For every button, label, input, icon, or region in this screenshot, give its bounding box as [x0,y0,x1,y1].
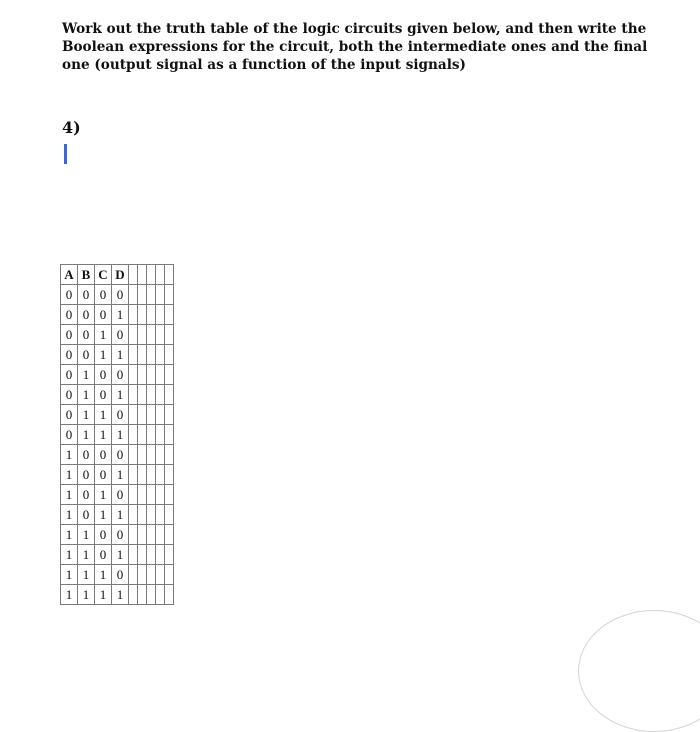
cell-b: 1 [78,565,95,585]
cell-c: 1 [95,505,112,525]
empty-answer-cell[interactable] [147,345,156,365]
empty-answer-cell[interactable] [138,565,147,585]
empty-answer-cell[interactable] [156,385,165,405]
corner-decoration [578,610,700,732]
empty-answer-cell[interactable] [147,385,156,405]
header-c: C [95,265,112,285]
truth-table-body [61,285,174,605]
empty-answer-cell[interactable] [156,425,165,445]
empty-header-cell[interactable] [129,265,138,285]
empty-answer-cell[interactable] [165,405,174,425]
empty-answer-cell[interactable] [165,305,174,325]
table-row [61,505,174,525]
empty-header-cell[interactable] [156,265,165,285]
cell-b: 0 [78,305,95,325]
cell-c: 1 [95,425,112,445]
empty-answer-cell[interactable] [156,565,165,585]
empty-answer-cell[interactable] [129,445,138,465]
cell-a: 0 [61,285,78,305]
empty-answer-cell[interactable] [156,325,165,345]
table-row [61,465,174,485]
empty-answer-cell[interactable] [165,505,174,525]
empty-answer-cell[interactable] [129,465,138,485]
cell-d: 1 [112,465,129,485]
cell-d: 1 [112,425,129,445]
cell-a: 0 [61,325,78,345]
empty-answer-cell[interactable] [165,345,174,365]
empty-answer-cell[interactable] [156,405,165,425]
empty-answer-cell[interactable] [156,485,165,505]
empty-answer-cell[interactable] [165,545,174,565]
text-cursor[interactable] [64,144,67,164]
cell-c: 1 [95,345,112,365]
cell-c: 1 [95,325,112,345]
cell-c: 1 [95,585,112,605]
cell-c: 0 [95,525,112,545]
empty-answer-cell[interactable] [147,285,156,305]
cell-c: 0 [95,545,112,565]
empty-answer-cell[interactable] [147,405,156,425]
cell-b: 0 [78,445,95,465]
empty-answer-cell[interactable] [147,565,156,585]
cell-c: 0 [95,445,112,465]
table-row [61,485,174,505]
empty-answer-cell[interactable] [138,505,147,525]
table-row [61,585,174,605]
empty-answer-cell[interactable] [147,525,156,545]
table-row [61,405,174,425]
empty-answer-cell[interactable] [165,385,174,405]
empty-answer-cell[interactable] [129,565,138,585]
empty-answer-cell[interactable] [156,345,165,365]
empty-answer-cell[interactable] [147,505,156,525]
empty-header-cell[interactable] [138,265,147,285]
empty-answer-cell[interactable] [156,525,165,545]
cell-b: 1 [78,545,95,565]
empty-answer-cell[interactable] [129,505,138,525]
cell-d: 0 [112,325,129,345]
table-row [61,425,174,445]
cell-a: 0 [61,405,78,425]
empty-answer-cell[interactable] [165,425,174,445]
cell-d: 0 [112,285,129,305]
cell-b: 0 [78,505,95,525]
cell-d: 0 [112,405,129,425]
cell-d: 0 [112,365,129,385]
empty-answer-cell[interactable] [156,465,165,485]
cell-a: 1 [61,445,78,465]
table-row [61,385,174,405]
table-row [61,545,174,565]
problem-number: 4) [62,118,81,137]
cell-c: 0 [95,365,112,385]
empty-header-cell[interactable] [165,265,174,285]
table-row [61,445,174,465]
empty-answer-cell[interactable] [147,305,156,325]
cell-b: 1 [78,405,95,425]
empty-answer-cell[interactable] [156,445,165,465]
cell-a: 1 [61,525,78,545]
table-row [61,285,174,305]
empty-answer-cell[interactable] [138,285,147,305]
empty-answer-cell[interactable] [138,485,147,505]
empty-answer-cell[interactable] [147,325,156,345]
empty-answer-cell[interactable] [165,465,174,485]
empty-answer-cell[interactable] [165,565,174,585]
table-row [61,525,174,545]
empty-answer-cell[interactable] [165,445,174,465]
cell-b: 0 [78,485,95,505]
empty-answer-cell[interactable] [147,365,156,385]
cell-b: 0 [78,285,95,305]
empty-answer-cell[interactable] [129,385,138,405]
cell-c: 0 [95,385,112,405]
empty-answer-cell[interactable] [165,325,174,345]
empty-answer-cell[interactable] [165,285,174,305]
cell-d: 1 [112,585,129,605]
cell-b: 1 [78,585,95,605]
cell-a: 1 [61,485,78,505]
empty-answer-cell[interactable] [138,585,147,605]
cell-d: 1 [112,505,129,525]
empty-answer-cell[interactable] [156,305,165,325]
cell-c: 1 [95,405,112,425]
cell-b: 1 [78,385,95,405]
cell-b: 0 [78,325,95,345]
empty-answer-cell[interactable] [129,425,138,445]
table-row [61,305,174,325]
cell-a: 1 [61,505,78,525]
cell-a: 0 [61,425,78,445]
empty-answer-cell[interactable] [147,545,156,565]
cell-d: 0 [112,525,129,545]
cell-d: 0 [112,445,129,465]
empty-answer-cell[interactable] [156,545,165,565]
header-b: B [78,265,95,285]
empty-answer-cell[interactable] [165,585,174,605]
empty-answer-cell[interactable] [129,485,138,505]
truth-table-header-row [61,265,174,285]
empty-answer-cell[interactable] [165,485,174,505]
cell-c: 0 [95,285,112,305]
empty-answer-cell[interactable] [138,305,147,325]
empty-answer-cell[interactable] [129,325,138,345]
empty-answer-cell[interactable] [156,585,165,605]
cell-d: 0 [112,485,129,505]
empty-answer-cell[interactable] [138,525,147,545]
instructions [62,20,662,74]
empty-answer-cell[interactable] [138,365,147,385]
table-row [61,325,174,345]
table-row [61,565,174,585]
truth-table [60,264,174,605]
empty-answer-cell[interactable] [138,345,147,365]
cell-a: 1 [61,465,78,485]
empty-answer-cell[interactable] [147,465,156,485]
empty-answer-cell[interactable] [138,425,147,445]
instructions-line-2: Boolean expressions for the circuit, both the intermediate ones and the final [62,39,648,55]
header-a: A [61,265,78,285]
empty-answer-cell[interactable] [129,365,138,385]
empty-answer-cell[interactable] [147,485,156,505]
instructions-line-3: one (output signal as a function of the input signals) [62,57,466,73]
table-row [61,365,174,385]
empty-answer-cell[interactable] [129,545,138,565]
cell-d: 1 [112,345,129,365]
empty-header-cell[interactable] [147,265,156,285]
empty-answer-cell[interactable] [129,305,138,325]
cell-d: 1 [112,385,129,405]
empty-answer-cell[interactable] [138,445,147,465]
cell-b: 1 [78,365,95,385]
cell-a: 0 [61,345,78,365]
empty-answer-cell[interactable] [129,405,138,425]
cell-c: 1 [95,485,112,505]
empty-answer-cell[interactable] [165,525,174,545]
cell-c: 1 [95,565,112,585]
cell-a: 0 [61,305,78,325]
cell-d: 0 [112,565,129,585]
instructions-line-1: Work out the truth table of the logic circuits given below, and then write the [62,21,647,37]
empty-answer-cell[interactable] [147,585,156,605]
empty-answer-cell[interactable] [138,405,147,425]
cell-a: 1 [61,545,78,565]
empty-answer-cell[interactable] [138,465,147,485]
empty-answer-cell[interactable] [129,585,138,605]
cell-c: 0 [95,465,112,485]
cell-b: 0 [78,345,95,365]
cell-b: 1 [78,525,95,545]
empty-answer-cell[interactable] [129,525,138,545]
cell-c: 0 [95,305,112,325]
empty-answer-cell[interactable] [147,445,156,465]
header-d: D [112,265,129,285]
cell-d: 1 [112,545,129,565]
empty-answer-cell[interactable] [138,385,147,405]
empty-answer-cell[interactable] [138,545,147,565]
empty-answer-cell[interactable] [156,365,165,385]
cell-a: 1 [61,565,78,585]
cell-a: 1 [61,585,78,605]
empty-answer-cell[interactable] [165,365,174,385]
empty-answer-cell[interactable] [129,285,138,305]
empty-answer-cell[interactable] [147,425,156,445]
cell-d: 1 [112,305,129,325]
cell-a: 0 [61,385,78,405]
cell-b: 0 [78,465,95,485]
cell-b: 1 [78,425,95,445]
table-row [61,345,174,365]
empty-answer-cell[interactable] [156,505,165,525]
empty-answer-cell[interactable] [156,285,165,305]
empty-answer-cell[interactable] [138,325,147,345]
cell-a: 0 [61,365,78,385]
empty-answer-cell[interactable] [129,345,138,365]
